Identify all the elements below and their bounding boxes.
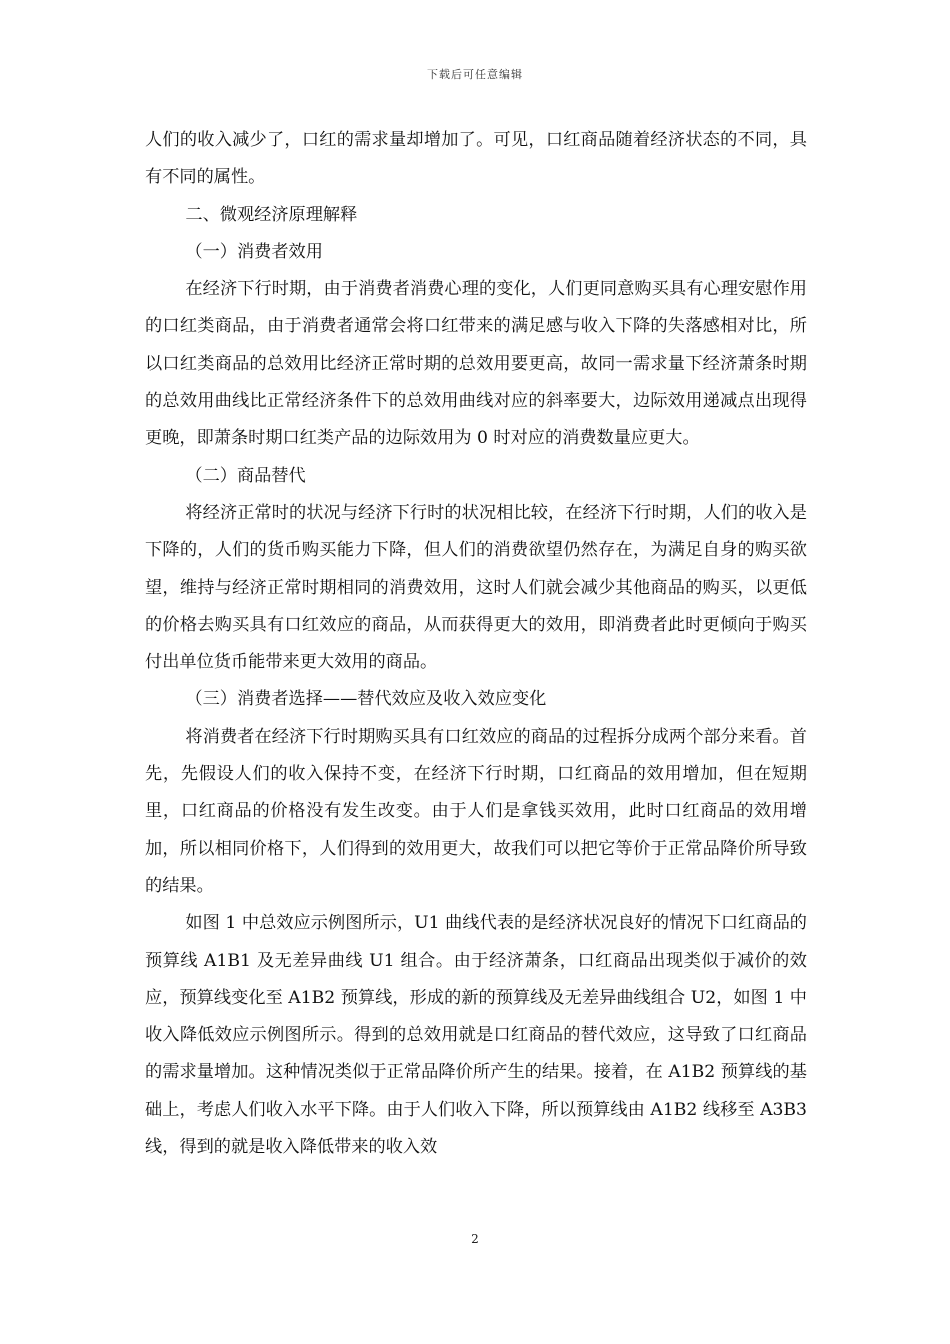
- page-header: 下载后可任意编辑: [427, 68, 523, 81]
- document-body: [145, 122, 807, 1166]
- subheading-consumer-choice: （三）消费者选择——替代效应及收入效应变化: [185, 689, 547, 710]
- section-heading-principles: 二、微观经济原理解释: [185, 204, 358, 225]
- page-number: 2: [471, 1232, 479, 1246]
- subheading-consumer-utility: （一）消费者效用: [185, 241, 323, 262]
- intro-continued-paragraph: 人们的收入减少了，口红的需求量却增加了。可见，口红商品随着经济状态的不同，具有不同的属性。: [145, 130, 807, 188]
- paragraph-substitution: 将经济正常时的状况与经济下行时的状况相比较，在经济下行时期，人们的收入是下降的，人们的货币购买能力下降，但人们的消费欲望仍然存在，为满足自身的购买欲望，维持与经济正常时期相同的消费效用，这时人们就会减少其他商品的购买，以更低的价格去购买具有口红效应的商品，从而获得更大的效用，即消费者此时更倾向于购买付出单位货币能带来更大效用的商品。: [145, 502, 807, 673]
- subheading-substitution: （二）商品替代: [185, 465, 306, 486]
- paragraph-consumer-utility: 在经济下行时期，由于消费者消费心理的变化，人们更同意购买具有心理安慰作用的口红类商品，由于消费者通常会将口红带来的满足感与收入下降的失落感相对比，所以口红类商品的总效用比经济正常时期的总效用要更高，故同一需求量下经济萧条时期的总效用曲线比正常经济条件下的总效用曲线对应的斜率要大，边际效用递减点出现得更晚，即萧条时期口红类产品的边际效用为 0 时对应的消费数量应更大。: [145, 279, 807, 449]
- paragraph-consumer-choice-1: 将消费者在经济下行时期购买具有口红效应的商品的过程拆分成两个部分来看。首先，先假设人们的收入保持不变，在经济下行时期，口红商品的效用增加，但在短期里，口红商品的价格没有发生改变。由于人们是拿钱买效用，此时口红商品的效用增加，所以相同价格下，人们得到的效用更大，故我们可以把它等价于正常品降价所导致的结果。: [145, 726, 807, 896]
- paragraph-consumer-choice-2: 如图 1 中总效应示例图所示，U1 曲线代表的是经济状况良好的情况下口红商品的预算线 A1B1 及无差异曲线 U1 组合。由于经济萧条，口红商品出现类似于减价的效应，预算线变化至 A1B2 预算线，形成的新的预算线及无差异曲线组合 U2，如图 1 中收入降低效应示例图所示。得到的总效用就是口红商品的替代效应，这导致了口红商品的需求量增加。这种情况类似于正常品降价所产生的结果。接着，在 A1B2 预算线的基础上，考虑人们收入水平下降。由于人们收入下降，所以预算线由 A1B2 线移至 A3B3 线，得到的就是收入降低带来的收入效: [145, 913, 807, 1158]
